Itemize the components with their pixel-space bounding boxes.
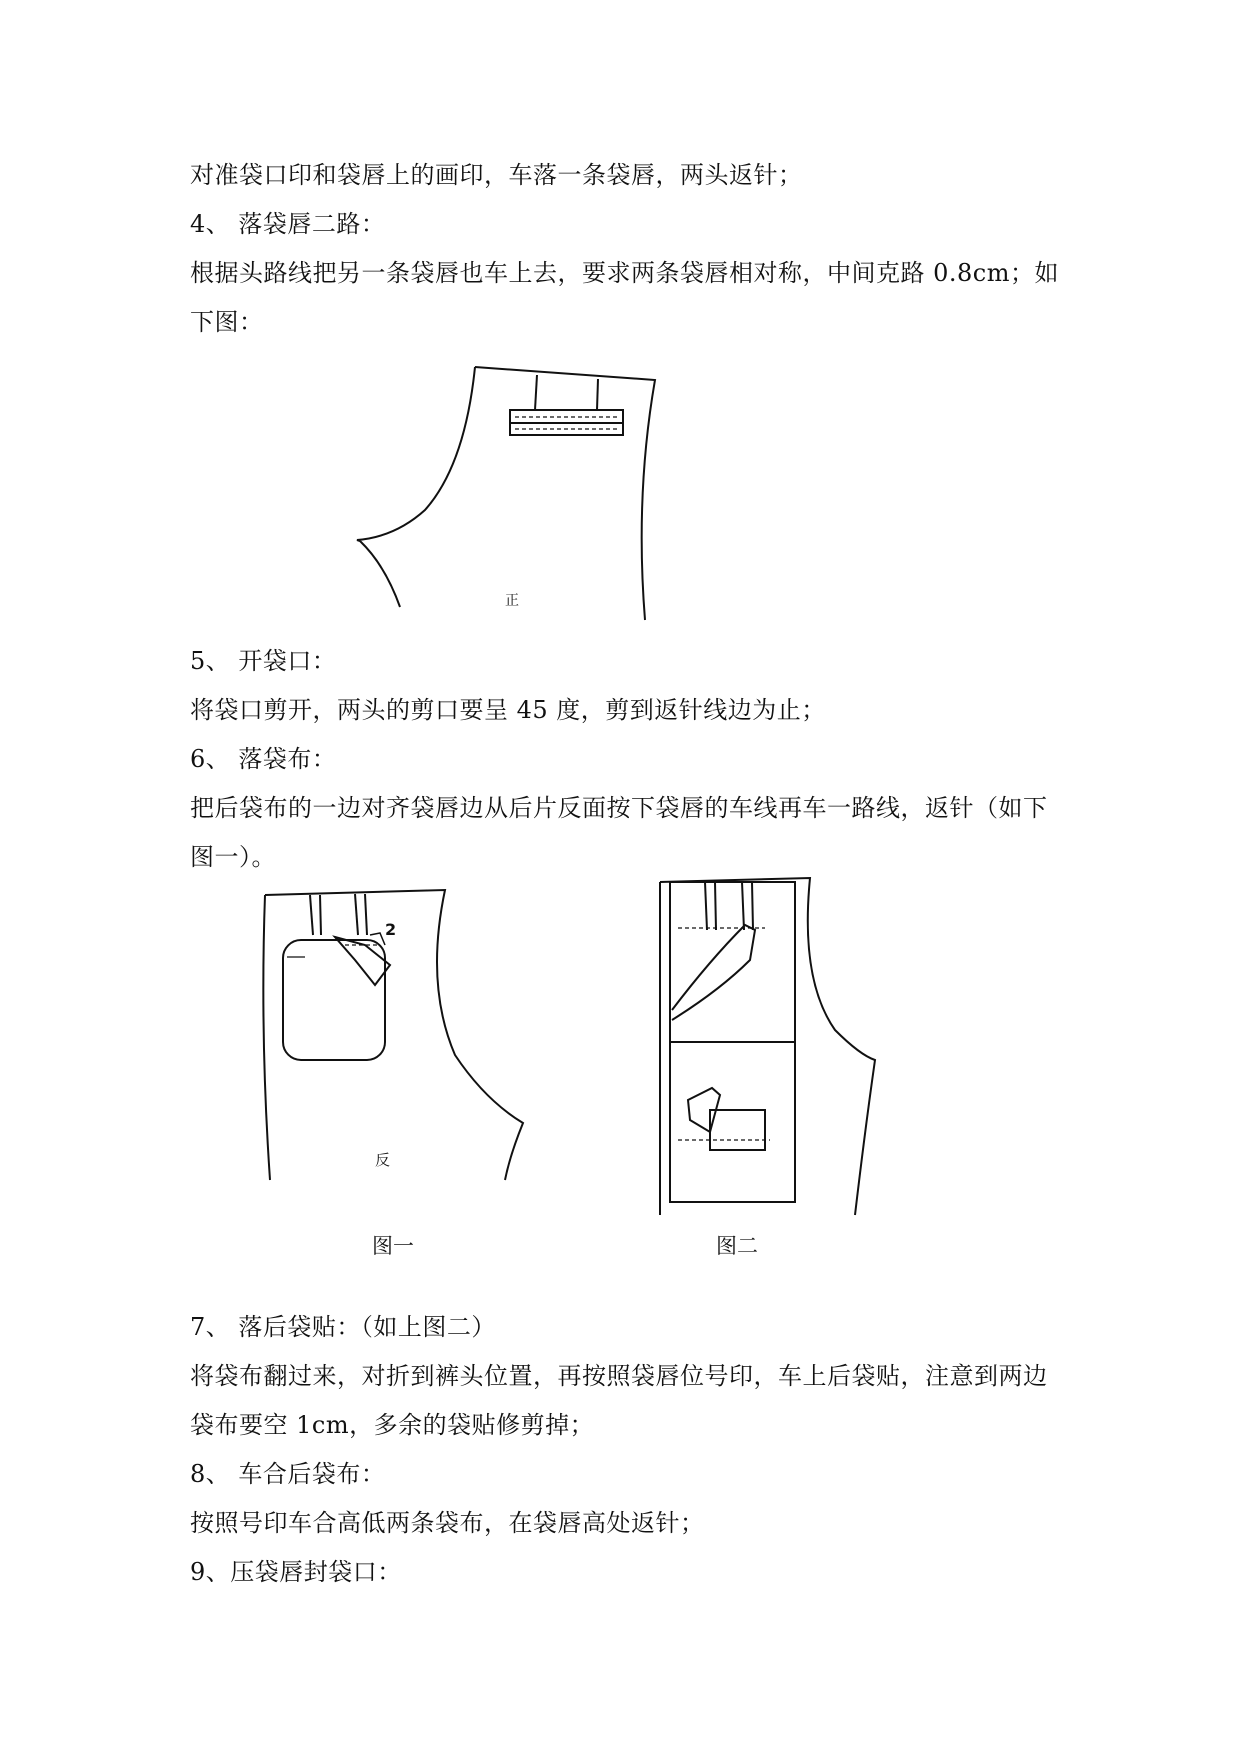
figure-one-inner-label: 反: [375, 1151, 391, 1169]
step-9-heading: 9、压袋唇封袋口：: [190, 1558, 402, 1586]
figure-two: [650, 870, 910, 1220]
text-line-1: 对准袋口印和袋唇上的画印，车落一条袋唇，两头返针；: [190, 161, 803, 189]
figure-one-caption: 图一: [372, 1234, 414, 1258]
step-4-heading: 4、 落袋唇二路：: [190, 210, 386, 238]
figure-front-label: 正: [505, 593, 519, 609]
text-line-8: 把后袋布的一边对齐袋唇边从后片反面按下袋唇的车线再车一路线，返针（如下: [190, 794, 1048, 822]
text-line-6: 将袋口剪开，两头的剪口要呈 45 度，剪到返针线边为止；: [190, 696, 826, 724]
step-6-heading: 6、 落袋布：: [190, 745, 337, 773]
text-line-14: 按照号印车合高低两条袋布，在袋唇高处返针；: [190, 1509, 705, 1537]
text-line-9: 图一）。: [190, 843, 276, 871]
figure-one: [255, 885, 555, 1185]
figure-one-drawing: [255, 885, 555, 1185]
figure-front-welt-drawing: [355, 365, 675, 625]
figure-one-number: 2: [385, 920, 397, 939]
text-line-11: 将袋布翻过来，对折到裤头位置，再按照袋唇位号印，车上后袋贴，注意到两边: [190, 1362, 1048, 1390]
step-5-heading: 5、 开袋口：: [190, 647, 337, 675]
text-line-3: 根据头路线把另一条袋唇也车上去，要求两条袋唇相对称，中间克路 0.8cm；如: [190, 259, 1059, 287]
step-8-heading: 8、 车合后袋布：: [190, 1460, 386, 1488]
text-line-12: 袋布要空 1cm，多余的袋贴修剪掉；: [190, 1411, 595, 1439]
figure-two-drawing: [650, 870, 910, 1220]
figure-front-welt: [355, 365, 675, 625]
figure-two-caption: 图二: [716, 1234, 758, 1258]
step-7-heading: 7、 落后袋贴：（如上图二）: [190, 1313, 496, 1341]
text-line-4: 下图：: [190, 308, 264, 336]
